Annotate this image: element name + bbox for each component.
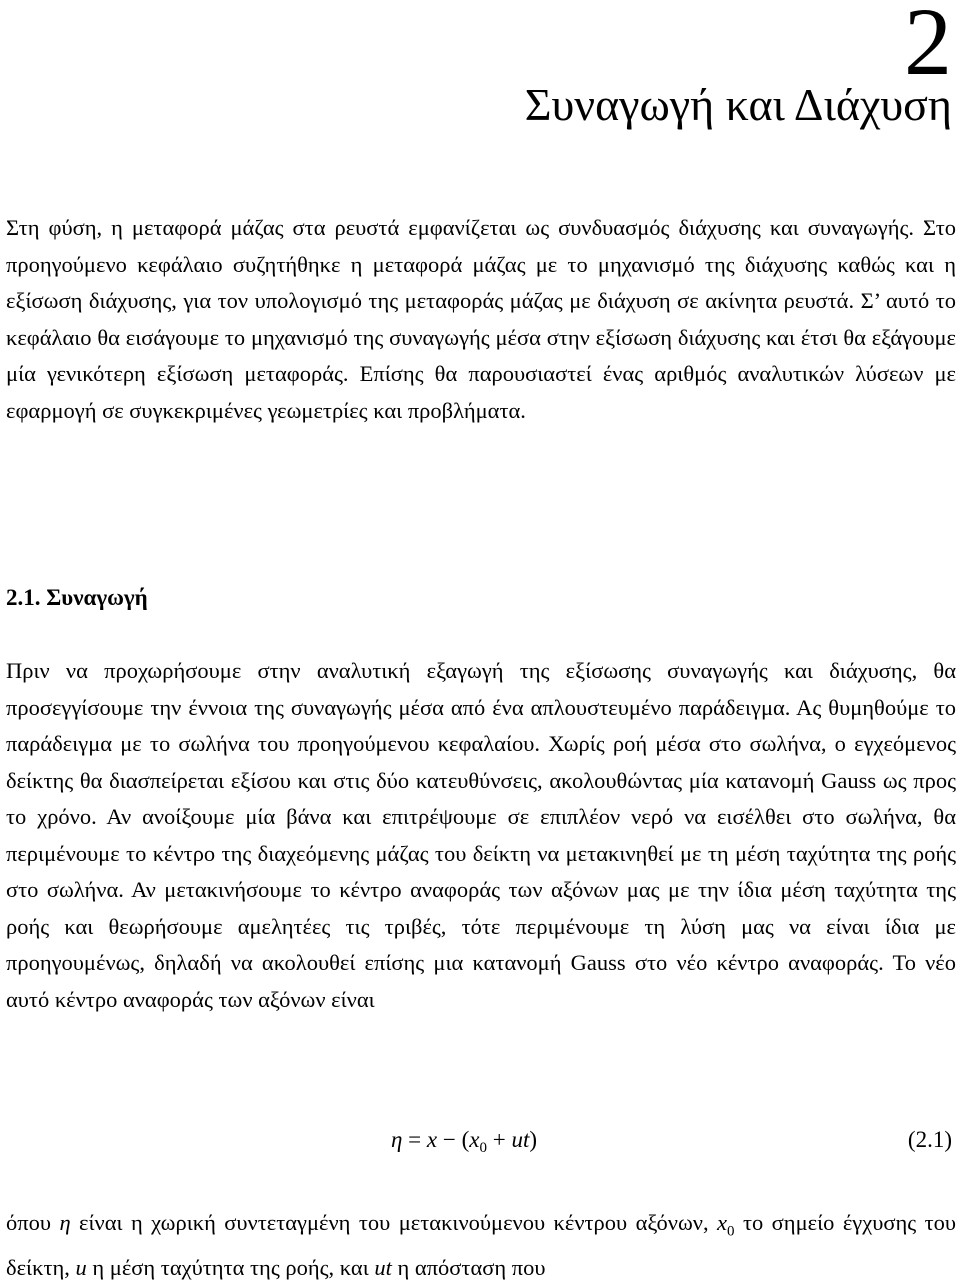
tail-x0: x bbox=[717, 1210, 728, 1235]
equation-row bbox=[6, 1127, 956, 1167]
section-paragraph: Πριν να προχωρήσουμε στην αναλυτική εξαγωγή της εξίσωσης συναγωγής και διάχυσης, θα προσεγγίσουμε την έννοια της συναγωγής μέσα από ένα απλουστευμένο παράδειγμα. Ας θυμηθούμε το παράδειγμα με το σωλήνα του προηγούμενου κεφαλαίου. Χωρίς ροή μέσα στο σωλήνα, ο εγχεόμενος δείκτης θα διασπείρεται εξίσου και στις δύο κατευθύνσεις, ακολουθώντας μία κατανομή Gauss ως προς το χρόνο. Αν ανοίξουμε μία βάνα και επιτρέψουμε σε επιπλέον νερό να εισέλθει στο σωλήνα, θα περιμένουμε το κέντρο της διαχεόμενης μάζας του δείκτη να μετακινηθεί με τη μέση ταχύτητα της ροής στο σωλήνα. Αν μετακινήσουμε το κέντρο αναφοράς των αξόνων μας με την ίδια μέση ταχύτητα της ροής και θεωρήσουμε αμελητέες τις τριβές, τότε περιμένουμε τη λύση μας να είναι ίδια με προηγουμένως, δηλαδή να ακολουθεί επίσης μια κατανομή Gauss στο νέο κέντρο αναφοράς. Το νέο αυτό κέντρο αναφοράς των αξόνων είναι bbox=[6, 658, 956, 1012]
equation-formula bbox=[391, 1127, 537, 1157]
tail-x0-subscript: 0 bbox=[727, 1223, 735, 1240]
eq-eta: η bbox=[391, 1127, 403, 1152]
eq-x0: x bbox=[469, 1127, 480, 1152]
eq-close: ) bbox=[529, 1127, 538, 1152]
tail-paragraph bbox=[6, 1205, 956, 1287]
equation-number: (2.1) bbox=[907, 1127, 952, 1152]
section-heading: 2.1. Συναγωγή bbox=[6, 585, 148, 610]
tail-text-1: όπου bbox=[6, 1210, 60, 1235]
tail-text-5: η απόσταση που bbox=[391, 1255, 546, 1280]
tail-text-2: είναι η χωρική συντεταγμένη του μετακινούμενου κέντρου αξόνων, bbox=[70, 1210, 718, 1235]
eq-plus: + bbox=[486, 1127, 512, 1152]
chapter-number: 2 bbox=[904, 0, 952, 95]
tail-text-4: η μέση ταχύτητα της ροής, και bbox=[86, 1255, 375, 1280]
tail-eta: η bbox=[59, 1210, 71, 1235]
tail-u: u bbox=[75, 1255, 87, 1280]
eq-minus-open: − ( bbox=[437, 1127, 470, 1152]
eq-equals: = bbox=[402, 1127, 427, 1152]
eq-ut: ut bbox=[511, 1127, 530, 1152]
intro-paragraph: Στη φύση, η μεταφορά μάζας στα ρευστά εμφανίζεται ως συνδυασμός διάχυσης και συναγωγής. Στο προηγούμενο κεφάλαιο συζητήθηκε η μεταφορά μάζας με το μηχανισμό της διάχυσης καθώς και η εξίσωση διάχυσης, για τον υπολογισμό της μεταφοράς μάζας με διάχυση σε ακίνητα ρευστά. Σ’ αυτό το κεφάλαιο θα εισάγουμε το μηχανισμό της συναγωγής μέσα στην εξίσωση διάχυσης και έτσι θα εξάγουμε μία γενικότερη εξίσωση μεταφοράς. Επίσης θα παρουσιαστεί ένας αριθμός αναλυτικών λύσεων με εφαρμογή σε συγκεκριμένες γεωμετρίες και προβλήματα. bbox=[6, 215, 956, 423]
eq-x0-subscript: 0 bbox=[479, 1140, 487, 1156]
tail-text-3: το σημείο έγχυσης του δείκτη, bbox=[6, 1210, 956, 1280]
eq-x: x bbox=[426, 1127, 438, 1152]
tail-ut: ut bbox=[374, 1255, 392, 1280]
chapter-title: Συναγωγή και Διάχυση bbox=[524, 79, 952, 130]
